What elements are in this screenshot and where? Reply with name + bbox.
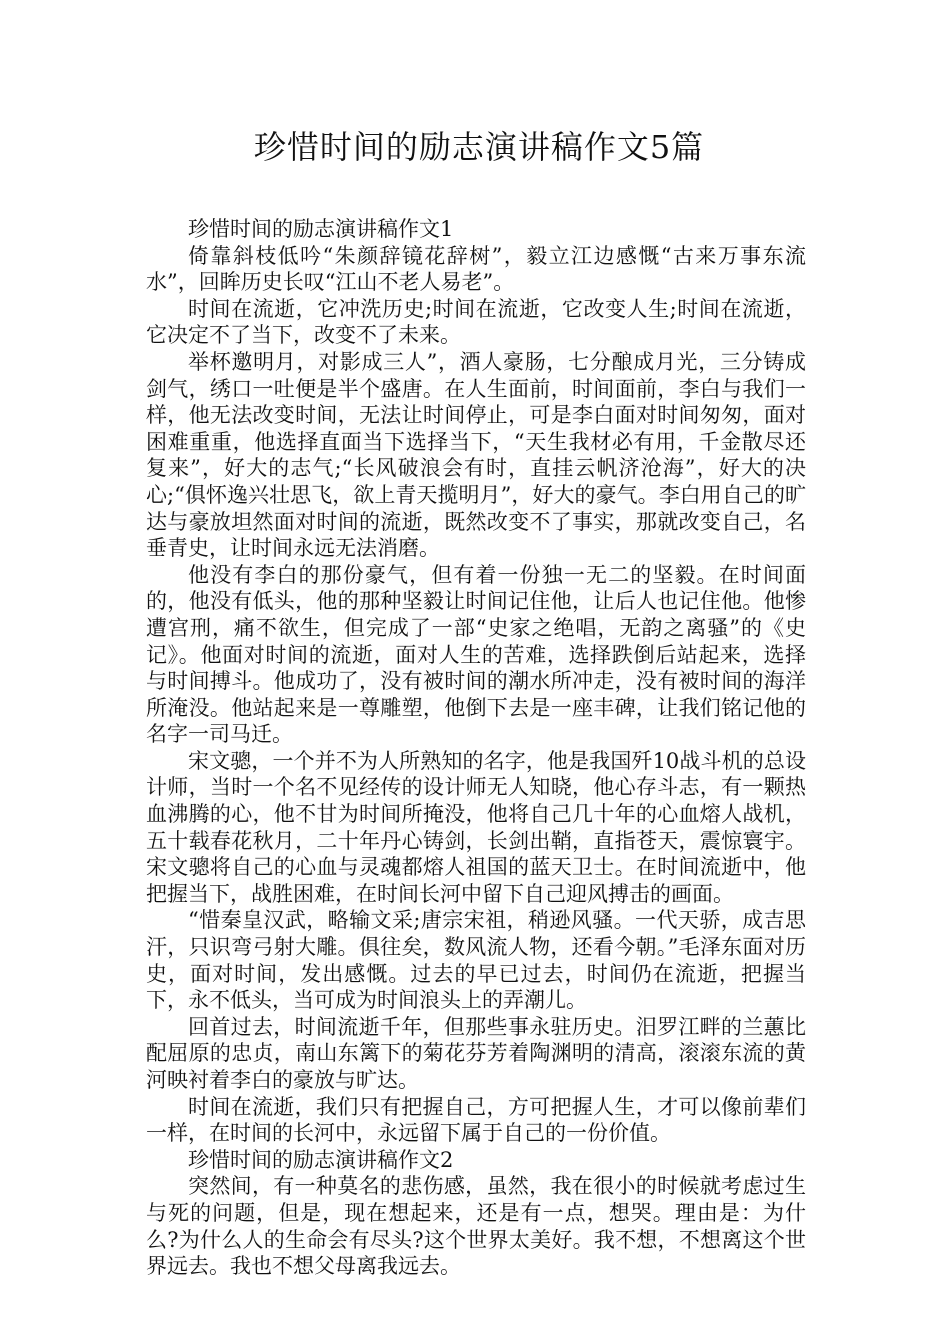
document-body — [146, 216, 806, 1280]
document-page — [146, 120, 806, 1280]
paragraph: 他没有李白的那份豪气，但有着一份独一无二的坚毅。在时间面的，他没有低头，他的那种坚毅让时间记住他，让后人也记住他。他惨遭宫刑，痛不欲生，但完成了一部“史家之绝唱，无韵之离骚”的《史记》。他面对时间的流逝，面对人生的苦难，选择跌倒后站起来，选择与时间搏斗。他成功了，没有被时间的潮水所冲走，没有被时间的海洋所淹没。他站起来是一尊雕塑，他倒下去是一座丰碑，让我们铭记他的名字一司马迁。 — [146, 562, 806, 747]
paragraph: 举杯邀明月，对影成三人”，酒人豪肠，七分酿成月光，三分铸成剑气，绣口一吐便是半个盛唐。在人生面前，时间面前，李白与我们一样，他无法改变时间，无法让时间停止，可是李白面对时间匆匆，面对困难重重，他选择直面当下选择当下，“天生我材必有用，千金散尽还复来”，好大的志气;“长风破浪会有时，直挂云帆济沧海”，好大的决心;“俱怀逸兴壮思飞，欲上青天揽明月”，好大的豪气。李白用自己的旷达与豪放坦然面对时间的流逝，既然改变不了事实，那就改变自己，名垂青史，让时间永远无法消磨。 — [146, 349, 806, 561]
paragraph: 回首过去，时间流逝千年，但那些事永驻历史。汨罗江畔的兰蕙比配屈原的忠贞，南山东篱下的菊花芬芳着陶渊明的清高，滚滚东流的黄河映衬着李白的豪放与旷达。 — [146, 1014, 806, 1092]
paragraph: 倚靠斜枝低吟“朱颜辞镜花辞树”，毅立江边感慨“古来万事东流水”，回眸历史长叹“江山不老人易老”。 — [146, 243, 806, 295]
paragraph: 时间在流逝，我们只有把握自己，方可把握人生，才可以像前辈们一样，在时间的长河中，永远留下属于自己的一份价值。 — [146, 1094, 806, 1146]
paragraph: “惜秦皇汉武，略输文采;唐宗宋祖，稍逊风骚。一代天骄，成吉思汗，只识弯弓射大雕。俱往矣，数风流人物，还看今朝。”毛泽东面对历史，面对时间，发出感慨。过去的早已过去，时间仍在流逝，把握当下，永不低头，当可成为时间浪头上的弄潮儿。 — [146, 908, 806, 1013]
document-title: 珍惜时间的励志演讲稿作文5篇 — [253, 128, 705, 166]
section-heading-2: 珍惜时间的励志演讲稿作文2 — [188, 1147, 454, 1172]
section-heading-1: 珍惜时间的励志演讲稿作文1 — [188, 217, 454, 241]
paragraph: 宋文骢，一个并不为人所熟知的名字，他是我国歼10战斗机的总设计师，当时一个名不见经传的设计师无人知晓，他心存斗志，有一颗热血沸腾的心，他不甘为时间所掩没，他将自己几十年的心血熔人战机，五十载春花秋月，二十年丹心铸剑，长剑出鞘，直指苍天，震惊寰宇。宋文骢将自己的心血与灵魂都熔人祖国的蓝天卫士。在时间流逝中，他把握当下，战胜困难，在时间长河中留下自己迎风搏击的画面。 — [146, 748, 806, 906]
paragraph: 突然间，有一种莫名的悲伤感，虽然，我在很小的时候就考虑过生与死的问题，但是，现在想起来，还是有一点，想哭。理由是：为什么?为什么人的生命会有尽头?这个世界太美好。我不想，不想离这个世界远去。我也不想父母离我远去。 — [146, 1174, 806, 1279]
paragraph: 时间在流逝，它冲洗历史;时间在流逝，它改变人生;时间在流逝，它决定不了当下，改变不了未来。 — [146, 296, 806, 348]
